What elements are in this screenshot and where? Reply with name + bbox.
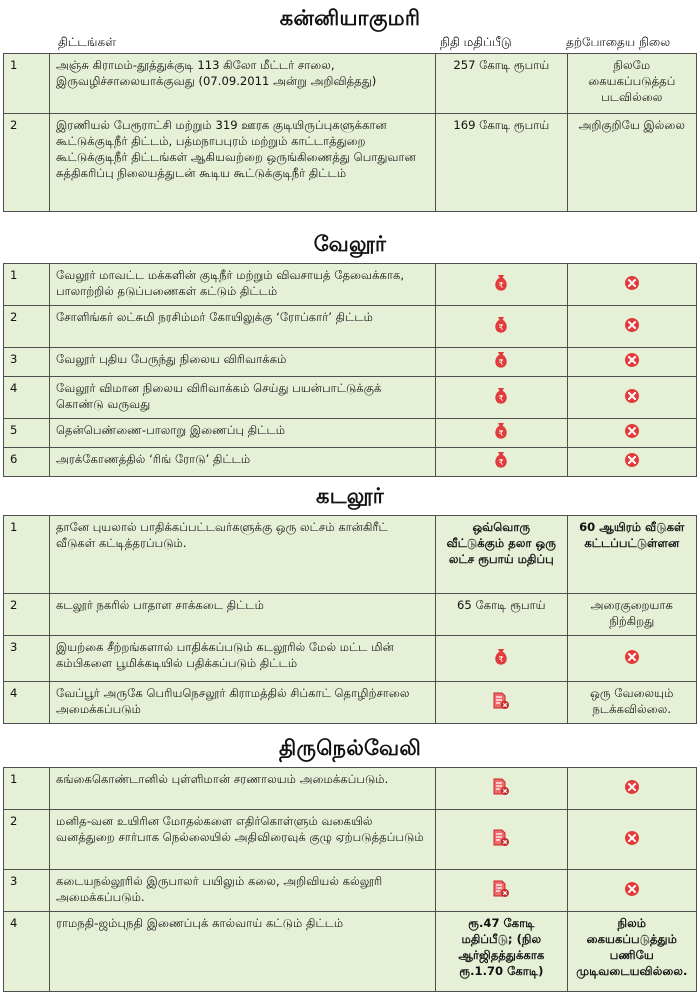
section-title: திருநெல்வேலி: [278, 736, 422, 760]
row-description: வேலூர் மாவட்ட மக்களின் குடிநீர் மற்றும் விவசாயத் தேவைக்காக, பாலாற்றில் தடுப்பணைகள் கட்டும் திட்டம்: [49, 264, 435, 306]
row-description: அஞ்சு கிராமம்-தூத்துக்குடி 113 கிலோ மீட்டர் சாலை, இருவழிச்சாலையாக்குவது (07.09.2011 அன்று அறிவித்தது): [49, 54, 435, 114]
row-number: 5: [4, 419, 50, 448]
header-projects: திட்டங்கள்: [58, 35, 116, 49]
cross-icon: [624, 881, 640, 901]
section-vellore: [0, 232, 700, 477]
row-number: 2: [4, 594, 50, 636]
cross-icon: [624, 779, 640, 799]
doc-cross-icon: [492, 880, 510, 902]
row-number: 1: [4, 768, 50, 810]
section-kanyakumari: [0, 6, 700, 212]
svg-text:₹: ₹: [498, 358, 504, 367]
row-number: 2: [4, 306, 50, 348]
row-description: இயற்கை சீற்றங்களால் பாதிக்கப்படும் கடலூரில் மேல் மட்ட மின் கம்பிகளை பூமிக்கடியில் பதிக்கப்படும் திட்டம்: [49, 636, 435, 682]
row-description: தானே புயலால் பாதிக்கப்பட்டவர்களுக்கு ஒரு லட்சம் கான்கிரீட் வீடுகள் கட்டித்தரப்படும்.: [49, 516, 435, 594]
money-bag-icon: [493, 648, 509, 670]
table-row: [4, 448, 697, 477]
row-status: [567, 264, 696, 306]
row-number: 2: [4, 114, 50, 212]
money-bag-icon: [493, 422, 509, 444]
row-description: கடலூர் நகரில் பாதாள சாக்கடை திட்டம்: [49, 594, 435, 636]
row-status: [567, 768, 696, 810]
cross-icon: [624, 649, 640, 669]
row-fund: 169 கோடி ரூபாய்: [436, 114, 568, 212]
row-number: 1: [4, 264, 50, 306]
row-fund: [436, 448, 568, 477]
row-status: [567, 810, 696, 870]
row-description: கடையநல்லூரில் இருபாலர் பயிலும் கலை, அறிவியல் கல்லூரி அமைக்கப்படும்.: [49, 870, 435, 912]
table-row: [4, 912, 697, 992]
row-description: தென்பெண்ணை-பாலாறு இணைப்பு திட்டம்: [49, 419, 435, 448]
row-status: அறிகுறியே இல்லை: [567, 114, 696, 212]
table-row: [4, 306, 697, 348]
svg-text:₹: ₹: [498, 393, 504, 403]
row-fund: [436, 870, 568, 912]
cross-icon: [624, 317, 640, 337]
svg-text:₹: ₹: [498, 458, 504, 467]
row-description: வேலூர் புதிய பேருந்து நிலைய விரிவாக்கம்: [49, 348, 435, 377]
svg-text:₹: ₹: [498, 322, 504, 332]
projects-table: [3, 263, 697, 477]
cross-icon: [624, 452, 640, 472]
row-status: [567, 448, 696, 477]
table-row: [4, 419, 697, 448]
row-fund: 65 கோடி ரூபாய்: [436, 594, 568, 636]
svg-text:₹: ₹: [498, 429, 504, 438]
table-row: [4, 810, 697, 870]
table-row: [4, 682, 697, 724]
row-fund: [436, 810, 568, 870]
row-number: 2: [4, 810, 50, 870]
row-description: சோளிங்கர் லட்சுமி நரசிம்மர் கோயிலுக்கு ‘ரோப்கார்’ திட்டம்: [49, 306, 435, 348]
row-number: 1: [4, 54, 50, 114]
row-number: 6: [4, 448, 50, 477]
row-number: 4: [4, 682, 50, 724]
cross-icon: [624, 388, 640, 408]
row-number: 1: [4, 516, 50, 594]
money-bag-icon: [493, 387, 509, 409]
row-status: நிலமே கையகப்படுத்தப் படவில்லை: [567, 54, 696, 114]
svg-text:₹: ₹: [498, 654, 504, 664]
header-fund: நிதி மதிப்பீடு: [440, 35, 512, 49]
row-description: இரணியல் பேரூராட்சி மற்றும் 319 ஊரக குடியிருப்புகளுக்கான கூட்டுக்குடிநீர் திட்டம், பத்மநாபபுரம் மற்றும் காட்டாத்துறை கூட்டுக்குடிநீர் திட்டங்கள் ஆகியவற்றை ஒருங்கிணைத்து பொதுவான சுத்திகரிப்பு நிலையத்துடன் கூடிய கூட்டுக்குடிநீர் திட்டம்: [49, 114, 435, 212]
table-row: [4, 516, 697, 594]
table-row: [4, 768, 697, 810]
projects-table: [3, 767, 697, 992]
row-status: [567, 348, 696, 377]
row-fund: [436, 306, 568, 348]
row-fund: [436, 377, 568, 419]
row-status: [567, 870, 696, 912]
row-number: 3: [4, 348, 50, 377]
row-description: வேலூர் விமான நிலைய விரிவாக்கம் செய்து பயன்பாட்டுக்குக் கொண்டு வருவது: [49, 377, 435, 419]
row-status: அரைகுறையாக நிற்கிறது: [567, 594, 696, 636]
money-bag-icon: [493, 316, 509, 338]
row-fund: 257 கோடி ரூபாய்: [436, 54, 568, 114]
row-fund: [436, 348, 568, 377]
row-fund: [436, 264, 568, 306]
section-cuddalore: [0, 484, 700, 724]
money-bag-icon: [493, 451, 509, 473]
table-row: [4, 377, 697, 419]
money-bag-icon: [493, 351, 509, 373]
column-headers: [0, 33, 700, 53]
row-fund: [436, 419, 568, 448]
table-row: [4, 264, 697, 306]
row-status: [567, 377, 696, 419]
row-fund: ஒவ்வொரு வீட்டுக்கும் தலா ஒரு லட்ச ரூபாய் மதிப்பு: [436, 516, 568, 594]
row-fund: ரூ.47 கோடி மதிப்பீடு; (நில ஆர்ஜிதத்துக்காக ரூ.1.70 கோடி): [436, 912, 568, 992]
table-row: [4, 54, 697, 114]
row-status: 60 ஆயிரம் வீடுகள் கட்டப்பட்டுள்ளன: [567, 516, 696, 594]
doc-cross-icon: [492, 778, 510, 800]
row-status: ஒரு வேலையும் நடக்கவில்லை.: [567, 682, 696, 724]
row-number: 3: [4, 870, 50, 912]
doc-cross-icon: [492, 829, 510, 851]
row-status: [567, 636, 696, 682]
doc-cross-icon: [492, 692, 510, 714]
cross-icon: [624, 352, 640, 372]
row-description: வேப்பூர் அருகே பெரியநெசலூர் கிராமத்தில் சிப்காட் தொழிற்சாலை அமைக்கப்படும்: [49, 682, 435, 724]
row-description: கங்கைகொண்டானில் புள்ளிமான் சரணாலயம் அமைக்கப்படும்.: [49, 768, 435, 810]
table-row: [4, 114, 697, 212]
cross-icon: [624, 423, 640, 443]
table-row: [4, 348, 697, 377]
row-fund: [436, 682, 568, 724]
row-number: 4: [4, 377, 50, 419]
section-title: வேலூர்: [313, 232, 387, 256]
row-fund: [436, 768, 568, 810]
table-row: [4, 636, 697, 682]
section-tirunelveli: [0, 736, 700, 992]
row-status: நிலம் கையகப்படுத்தும் பணியே முடிவடையவில்லை.: [567, 912, 696, 992]
row-description: ராமநதி-ஜம்புநதி இணைப்புக் கால்வாய் கட்டும் திட்டம்: [49, 912, 435, 992]
section-title: கடலூர்: [315, 484, 384, 508]
header-status: தற்போதைய நிலை: [566, 35, 671, 49]
row-description: மனித-வன உயிரின மோதல்களை எதிர்கொள்ளும் வகையில் வனத்துறை சார்பாக நெல்லையில் அதிவிரைவுக் குழு ஏற்படுத்தப்படும்: [49, 810, 435, 870]
section-title: கன்னியாகுமரி: [279, 6, 421, 30]
row-status: [567, 419, 696, 448]
row-number: 4: [4, 912, 50, 992]
cross-icon: [624, 830, 640, 850]
row-status: [567, 306, 696, 348]
projects-table: [3, 53, 697, 212]
cross-icon: [624, 275, 640, 295]
row-description: அரக்கோணத்தில் ‘ரிங் ரோடு’ திட்டம்: [49, 448, 435, 477]
svg-text:₹: ₹: [498, 280, 504, 290]
money-bag-icon: [493, 274, 509, 296]
projects-table: [3, 515, 697, 724]
row-number: 3: [4, 636, 50, 682]
table-row: [4, 594, 697, 636]
table-row: [4, 870, 697, 912]
row-fund: [436, 636, 568, 682]
